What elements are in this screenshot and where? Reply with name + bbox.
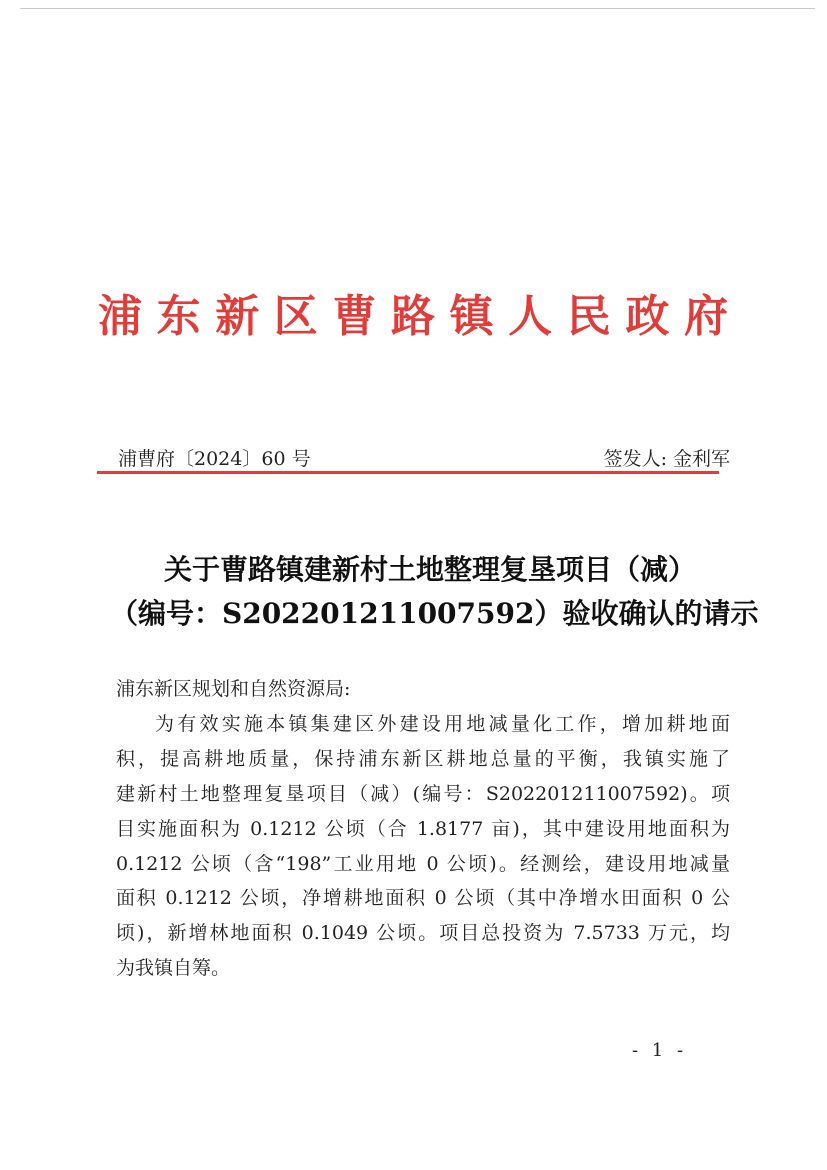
org-char: 府 — [683, 291, 728, 342]
org-char: 政 — [625, 291, 670, 342]
salutation: 浦东新区规划和自然资源局: — [116, 678, 351, 700]
body-paragraph — [116, 707, 730, 986]
page-number: - 1 - — [632, 1040, 688, 1061]
top-edge-rule — [20, 8, 815, 9]
org-char: 区 — [273, 291, 318, 342]
paragraph-line: 为我镇自筹。 — [116, 957, 231, 980]
org-char: 民 — [566, 291, 611, 342]
paragraph-line: 顷)，新增林地面积 0.1049 公顷。项目总投资为 7.5733 万元，均 — [116, 922, 730, 945]
document-title — [110, 548, 759, 636]
paragraph-line: 为有效实施本镇集建区外建设用地减量化工作，增加耕地面 — [155, 713, 730, 735]
signer-name: 金利军 — [672, 447, 730, 470]
org-char: 人 — [508, 291, 553, 342]
document-meta-row — [118, 443, 730, 471]
org-char: 浦 — [98, 291, 142, 342]
paragraph-line: 目实施面积为 0.1212 公顷（合 1.8177 亩)，其中建设用地面积为 — [116, 817, 730, 840]
paragraph-line: 0.1212 公顷（含“198”工业用地 0 公顷)。经测绘，建设用地减量 — [116, 852, 730, 875]
org-char: 镇 — [449, 291, 494, 342]
issuing-organization-header — [98, 282, 728, 342]
signer-label: 签发人: — [603, 447, 667, 470]
paragraph-line: 积，提高耕地质量，保持浦东新区耕地总量的平衡，我镇实施了 — [116, 747, 730, 770]
org-char: 新 — [215, 291, 260, 342]
org-char: 曹 — [332, 291, 377, 342]
document-number: 浦曹府〔2024〕60 号 — [118, 447, 311, 470]
signer-block — [604, 444, 730, 471]
title-line-1: 关于曹路镇建新村土地整理复垦项目（减） — [163, 553, 696, 586]
paragraph-line: 面积 0.1212 公顷，净增耕地面积 0 公顷（其中净增水田面积 0 公 — [116, 887, 730, 910]
title-line-2: （编号：S202201211007592）验收确认的请示 — [110, 597, 759, 630]
red-separator-line — [97, 471, 719, 474]
org-char: 路 — [390, 291, 435, 342]
paragraph-line: 建新村土地整理复垦项目（减）(编号：S202201211007592)。项 — [116, 782, 730, 805]
org-char: 东 — [156, 291, 201, 342]
